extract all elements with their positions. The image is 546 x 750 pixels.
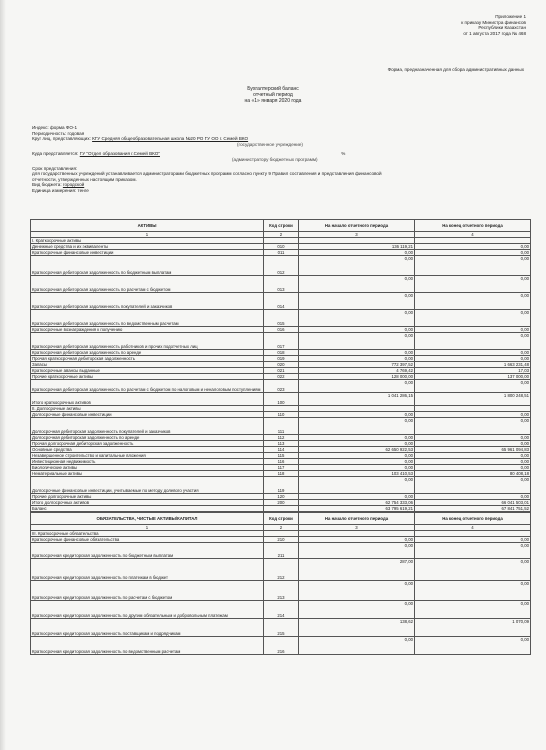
row-code: 213 bbox=[264, 581, 299, 601]
row-label: Краткосрочная кредиторская задолженность по платежам в бюджет bbox=[31, 559, 264, 581]
row-code: 117 bbox=[264, 465, 299, 471]
col-number: 3 bbox=[299, 232, 415, 238]
row-label: Баланс bbox=[31, 506, 264, 512]
row-code: 014 bbox=[264, 293, 299, 310]
row-end-value: 0,00 bbox=[415, 333, 531, 350]
row-start-value: 103 410,53 bbox=[299, 471, 415, 477]
row-start-value: 287,00 bbox=[299, 559, 415, 581]
row-start-value: 1 041 286,15 bbox=[299, 393, 415, 406]
row-label: Краткосрочная дебиторская задолженность покупателей и заказчиков bbox=[31, 293, 264, 310]
row-start-value: 0,00 bbox=[299, 418, 415, 435]
row-code: 100 bbox=[264, 393, 299, 406]
row-code: 019 bbox=[264, 356, 299, 362]
budget-value: городской bbox=[62, 182, 85, 188]
row-label: Краткосрочная дебиторская задолженность по расчетам с бюджетом по налоговым и неналоговым поступлениям bbox=[31, 380, 264, 393]
row-end-value: 0,00 bbox=[415, 435, 531, 441]
col-header: АКТИВЫ bbox=[31, 220, 264, 232]
row-start-value: 0,00 bbox=[299, 441, 415, 447]
table-row bbox=[31, 293, 531, 310]
report-date: на «1» января 2020 года bbox=[244, 98, 302, 105]
row-code: 022 bbox=[264, 374, 299, 380]
row-end-value: 0,00 bbox=[415, 350, 531, 356]
row-label: Краткосрочная дебиторская задолженность по бюджетным выплатам bbox=[31, 256, 264, 276]
row-code: 011 bbox=[264, 250, 299, 256]
deadline-text: отчетности, утвержденных настоящим приказом. bbox=[32, 176, 137, 182]
row-end-value: 0,00 bbox=[415, 559, 531, 581]
scan-shadow bbox=[0, 0, 6, 750]
row-end-value: 0,00 bbox=[415, 310, 531, 327]
row-end-value: 0,00 bbox=[415, 293, 531, 310]
row-label: Прочая долгосрочная дебиторская задолженность bbox=[31, 441, 264, 447]
row-code: 016 bbox=[264, 327, 299, 333]
row-end-value: 0,00 bbox=[415, 465, 531, 471]
row-label: Краткосрочная кредиторская задолженность по ведомственным расчетам bbox=[31, 637, 264, 655]
row-start-value: 0,00 bbox=[299, 356, 415, 362]
row-start-value: 138,62 bbox=[299, 619, 415, 637]
row-code: 020 bbox=[264, 362, 299, 368]
row-end-value: 67 841 751,52 bbox=[415, 506, 531, 512]
row-start-value: 0,00 bbox=[299, 435, 415, 441]
row-end-value: 0,00 bbox=[415, 244, 531, 250]
row-code: 211 bbox=[264, 543, 299, 559]
row-start-value: 63 795 619,21 bbox=[299, 506, 415, 512]
row-label: Краткосрочная дебиторская задолженность работников и прочих подотчетных лиц bbox=[31, 333, 264, 350]
row-start-value: 0,00 bbox=[299, 256, 415, 276]
row-end-value: 0,00 bbox=[415, 453, 531, 459]
table-row bbox=[31, 310, 531, 327]
row-code: 200 bbox=[264, 500, 299, 506]
row-end-value: 65 961 094,83 bbox=[415, 447, 531, 453]
row-label: Долгосрочные финансовые инвестиции bbox=[31, 412, 264, 418]
liabilities-table-body bbox=[31, 531, 531, 655]
row-start-value: 0,00 bbox=[299, 250, 415, 256]
reporter-value: КГУ Средняя общеобразовательная школа №20 РО ГУ ОО г. Семей ВКО bbox=[92, 136, 249, 142]
row-start-value: 0,00 bbox=[299, 537, 415, 543]
row-label: Краткосрочные вознаграждения к получению bbox=[31, 327, 264, 333]
col-number: 1 bbox=[31, 525, 264, 531]
form-index: Индекс: форма ФО-1 bbox=[32, 125, 78, 130]
row-end-value: 0,00 bbox=[415, 418, 531, 435]
row-label: Инвестиционная недвижимость bbox=[31, 459, 264, 465]
title: Бухгалтерский баланс bbox=[247, 86, 299, 92]
table-row bbox=[31, 601, 531, 619]
row-end-value: 0,00 bbox=[415, 459, 531, 465]
row-end-value: 0,00 bbox=[415, 276, 531, 293]
deadline-text: для государственных учреждений устанавливается администраторами бюджетных программ согласно пункту 9 Правил составления и представления финансовой bbox=[32, 171, 382, 177]
row-code: 010 bbox=[264, 244, 299, 250]
row-code: 118 bbox=[264, 471, 299, 477]
table-row bbox=[31, 559, 531, 581]
col-number: 2 bbox=[264, 232, 299, 238]
table-row bbox=[31, 256, 531, 276]
budget-label: Вид бюджета: bbox=[32, 182, 62, 188]
row-end-value: 0,00 bbox=[415, 477, 531, 494]
row-start-value: 0,00 bbox=[299, 333, 415, 350]
row-label: Прочие долгосрочные активы bbox=[31, 494, 264, 500]
unit-line: Единица измерения: тенге bbox=[32, 187, 89, 193]
subtitle: отчетный период bbox=[253, 92, 293, 99]
row-start-value: 0,00 bbox=[299, 412, 415, 418]
table-row bbox=[31, 619, 531, 637]
row-code: 112 bbox=[264, 435, 299, 441]
row-code: 214 bbox=[264, 601, 299, 619]
row-label: I. Краткосрочные активы bbox=[31, 238, 264, 244]
row-start-value: 772 397,52 bbox=[299, 362, 415, 368]
row-label: Краткосрочная кредиторская задолженность по бюджетным выплатам bbox=[31, 543, 264, 559]
row-code: 212 bbox=[264, 559, 299, 581]
row-end-value: 0,00 bbox=[415, 601, 531, 619]
row-code: 015 bbox=[264, 310, 299, 327]
row-label: Краткосрочная кредиторская задолженность по другим обязательным и добровольным платежам bbox=[31, 601, 264, 619]
col-header: Код строки bbox=[264, 513, 299, 525]
row-end-value: 0,00 bbox=[415, 537, 531, 543]
col-number: 2 bbox=[264, 525, 299, 531]
row-label: Запасы bbox=[31, 362, 264, 368]
table-row bbox=[31, 418, 531, 435]
row-end-value: 0,00 bbox=[415, 327, 531, 333]
periodicity: Периодичность: годовая bbox=[32, 130, 85, 136]
row-label: Нематериальные активы bbox=[31, 471, 264, 477]
row-label: Прочая краткосрочная дебиторская задолженность bbox=[31, 356, 264, 362]
row-start-value: 136 119,21 bbox=[299, 244, 415, 250]
col-header: На начало отчетного периода bbox=[299, 220, 415, 232]
col-number: 1 bbox=[31, 232, 264, 238]
assets-table bbox=[30, 219, 531, 512]
row-start-value: 62 754 333,06 bbox=[299, 500, 415, 506]
row-end-value: 0,00 bbox=[415, 637, 531, 655]
col-number: 4 bbox=[415, 525, 531, 531]
row-start-value: 0,00 bbox=[299, 494, 415, 500]
table-row bbox=[31, 393, 531, 406]
row-label: Краткосрочная дебиторская задолженность по аренде bbox=[31, 350, 264, 356]
col-header: На начало отчетного периода bbox=[299, 513, 415, 525]
row-code: 216 bbox=[264, 637, 299, 655]
row-label: Долгосрочная дебиторская задолженность по аренде bbox=[31, 435, 264, 441]
col-number: 3 bbox=[299, 525, 415, 531]
row-code: 017 bbox=[264, 333, 299, 350]
table-row bbox=[31, 543, 531, 559]
table-row bbox=[31, 581, 531, 601]
row-start-value: 0,00 bbox=[299, 380, 415, 393]
row-end-value: 0,00 bbox=[415, 441, 531, 447]
table-row bbox=[31, 380, 531, 393]
row-start-value: 4 769,42 bbox=[299, 368, 415, 374]
row-label: III. Краткосрочные обязательства bbox=[31, 531, 264, 537]
reporter-label: Круг лиц, представляющих: bbox=[32, 136, 91, 142]
table-row bbox=[31, 637, 531, 655]
row-code: 012 bbox=[264, 256, 299, 276]
row-label: Краткосрочная дебиторская задолженность по ведомственным расчетам bbox=[31, 310, 264, 327]
row-start-value: 0,00 bbox=[299, 453, 415, 459]
row-label: Прочие краткосрочные активы bbox=[31, 374, 264, 380]
row-label: Краткосрочная кредиторская задолженность поставщикам и подрядчикам bbox=[31, 619, 264, 637]
row-end-value: 0,00 bbox=[415, 543, 531, 559]
col-header: На конец отчетного периода bbox=[415, 513, 531, 525]
title-block bbox=[0, 86, 546, 105]
row-label: Краткосрочная дебиторская задолженность по расчетам с бюджетом bbox=[31, 276, 264, 293]
assets-table-body bbox=[31, 238, 531, 512]
row-start-value: 62 650 922,53 bbox=[299, 447, 415, 453]
row-code: 111 bbox=[264, 418, 299, 435]
row-end-value: 17,03 bbox=[415, 368, 531, 374]
row-label: Незавершенное строительство и капитальные вложения bbox=[31, 453, 264, 459]
deadline-label: Срок представления: bbox=[32, 165, 78, 171]
row-end-value: 137 000,00 bbox=[415, 374, 531, 380]
row-label: Итого долгосрочных активов bbox=[31, 500, 264, 506]
row-start-value: 0,00 bbox=[299, 350, 415, 356]
row-code: 023 bbox=[264, 380, 299, 393]
row-code: 110 bbox=[264, 412, 299, 418]
row-code: 215 bbox=[264, 619, 299, 637]
row-label: Долгосрочная дебиторская задолженность покупателей и заказчиков bbox=[31, 418, 264, 435]
row-code: 115 bbox=[264, 453, 299, 459]
row-end-value: 0,00 bbox=[415, 256, 531, 276]
row-label: Краткосрочные авансы выданные bbox=[31, 368, 264, 374]
row-start-value: 0,00 bbox=[299, 581, 415, 601]
table-row bbox=[31, 506, 531, 512]
row-start-value: 0,00 bbox=[299, 327, 415, 333]
table-row bbox=[31, 477, 531, 494]
row-start-value: 0,00 bbox=[299, 477, 415, 494]
row-code: 119 bbox=[264, 477, 299, 494]
row-start-value: 0,00 bbox=[299, 310, 415, 327]
row-code: 018 bbox=[264, 350, 299, 356]
row-start-value: 0,00 bbox=[299, 459, 415, 465]
row-code: 013 bbox=[264, 276, 299, 293]
row-code: 113 bbox=[264, 441, 299, 447]
appendix-line: к приказу Министра финансов bbox=[461, 19, 526, 25]
row-end-value: 0,00 bbox=[415, 380, 531, 393]
recipient-label: Куда представляется: bbox=[32, 151, 79, 157]
row-start-value: 0,00 bbox=[299, 293, 415, 310]
appendix-line: Приложение 1 bbox=[495, 14, 526, 19]
row-code bbox=[264, 506, 299, 512]
row-end-value: 0,00 bbox=[415, 581, 531, 601]
table-row bbox=[31, 333, 531, 350]
row-code: 120 bbox=[264, 494, 299, 500]
reporter-caption: (государственное учреждение) bbox=[237, 141, 303, 147]
row-code: 114 bbox=[264, 447, 299, 453]
row-label: Долгосрочные финансовые инвестиции, учитываемые по методу долевого участия bbox=[31, 477, 264, 494]
row-start-value: 0,00 bbox=[299, 465, 415, 471]
row-end-value: 1 800 248,51 bbox=[415, 393, 531, 406]
row-label: Итого краткосрочных активов bbox=[31, 393, 264, 406]
row-label: Краткосрочные финансовые инвестиции bbox=[31, 250, 264, 256]
liabilities-table bbox=[30, 512, 531, 655]
appendix-block bbox=[376, 14, 526, 36]
recipient-mark: % bbox=[341, 151, 346, 157]
col-number: 4 bbox=[415, 232, 531, 238]
row-end-value: 0,00 bbox=[415, 494, 531, 500]
row-end-value: 0,00 bbox=[415, 356, 531, 362]
meta-block bbox=[32, 125, 532, 194]
row-code: 116 bbox=[264, 459, 299, 465]
row-label: Краткосрочные финансовые обязательства bbox=[31, 537, 264, 543]
row-end-value: 1 070,09 bbox=[415, 619, 531, 637]
row-end-value: 0,00 bbox=[415, 412, 531, 418]
recipient-value: ГУ "Отдел образования г.Семей ВКО" bbox=[79, 151, 160, 157]
row-label: Биологические активы bbox=[31, 465, 264, 471]
row-label: Денежные средства и их эквиваленты bbox=[31, 244, 264, 250]
appendix-line: от 1 августа 2017 года № 468 bbox=[463, 30, 526, 36]
col-header: На конец отчетного периода bbox=[415, 220, 531, 232]
col-header: ОБЯЗАТЕЛЬСТВА, ЧИСТЫЕ АКТИВЫ/КАПИТАЛ bbox=[31, 513, 264, 525]
row-start-value: 0,00 bbox=[299, 276, 415, 293]
appendix-line: Республики Казахстан bbox=[478, 25, 526, 31]
recipient-caption: (администратору бюджетных программ) bbox=[232, 156, 318, 162]
form-note: Форма, предназначенная для сбора административных данных bbox=[387, 67, 524, 72]
row-end-value: 1 663 231,48 bbox=[415, 362, 531, 368]
row-end-value: 0,00 bbox=[415, 250, 531, 256]
col-header: Код строки bbox=[264, 220, 299, 232]
table-row bbox=[31, 276, 531, 293]
row-label: Краткосрочная кредиторская задолженность по расчетам с бюджетом bbox=[31, 581, 264, 601]
row-label: II. Долгосрочные активы bbox=[31, 406, 264, 412]
row-end-value: 66 041 503,01 bbox=[415, 500, 531, 506]
row-start-value: 128 000,00 bbox=[299, 374, 415, 380]
row-start-value: 0,00 bbox=[299, 543, 415, 559]
row-end-value: 80 408,18 bbox=[415, 471, 531, 477]
row-start-value: 0,00 bbox=[299, 601, 415, 619]
row-code: 210 bbox=[264, 537, 299, 543]
row-code: 021 bbox=[264, 368, 299, 374]
row-label: Основные средства bbox=[31, 447, 264, 453]
row-start-value: 0,00 bbox=[299, 637, 415, 655]
